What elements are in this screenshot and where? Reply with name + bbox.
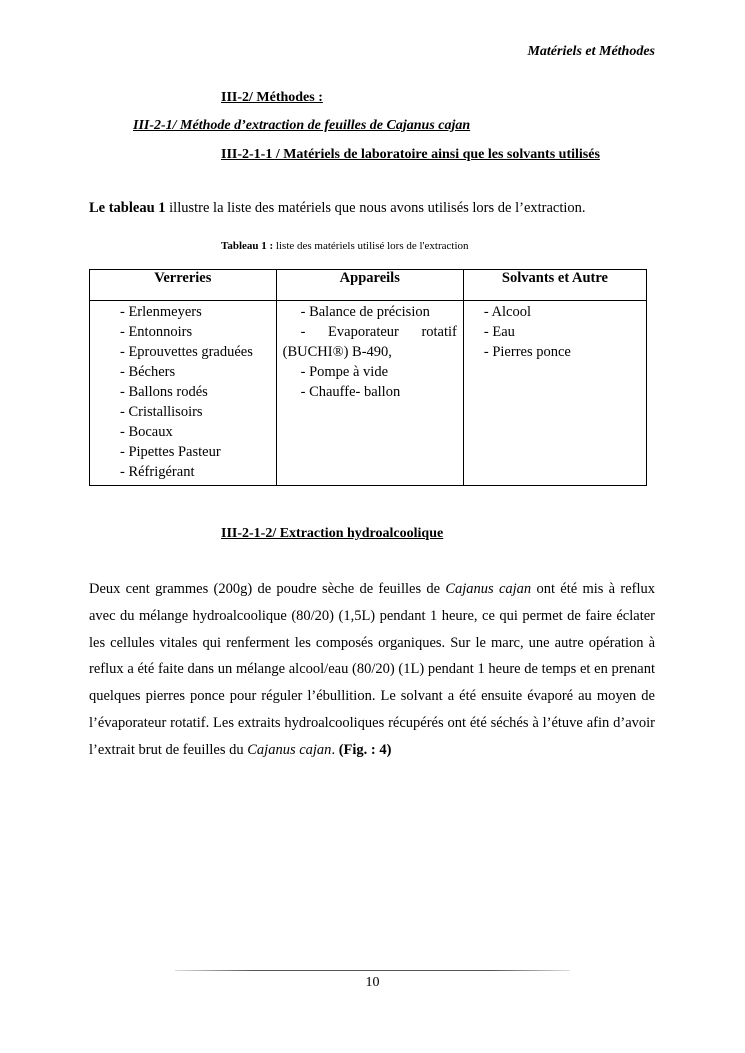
list-item-continuation: (BUCHI®) B-490, <box>282 344 392 360</box>
table-caption <box>221 240 469 252</box>
caption-text: liste des matériels utilisé lors de l'extraction <box>273 240 469 252</box>
list-item: - Eau <box>483 324 515 340</box>
list-item-evaporateur <box>283 322 457 342</box>
header-appareils: Appareils <box>276 270 463 301</box>
list-item: - Béchers <box>120 364 176 380</box>
species-name: Cajanus cajan <box>247 741 332 758</box>
intro-rest: illustre la liste des matériels que nous avons utilisés lors de l’extraction. <box>165 200 586 216</box>
intro-bold: Le tableau 1 <box>89 200 166 216</box>
subsubsection-heading: III-2-1-1 / Matériels de laboratoire ainsi que les solvants utilisés <box>221 147 600 162</box>
list-item: - Pierres ponce <box>483 344 571 360</box>
caption-label: Tableau 1 : <box>221 240 274 252</box>
list-item: - Balance de précision <box>300 304 430 320</box>
evap-rotatif: rotatif <box>421 324 457 340</box>
list-item: - Chauffe- ballon <box>300 384 401 400</box>
header-verreries: Verreries <box>90 270 277 301</box>
table-body-row <box>90 301 647 486</box>
list-item: - Eprouvettes graduées <box>120 344 253 360</box>
header-solvants: Solvants et Autre <box>463 270 646 301</box>
para-text-2: ont été mis à reflux avec du mélange hydroalcoolique (80/20) (1,5L) pendant 1 heure, ce qui permet de faire éclater les cellules vitales qui renferment les composés organiques. Sur le marc, une autre opération à reflux a été faite dans un mélange alcool/eau (80/20) (1L) pendant 1 heure de temps et en prenant quelques pierres ponce pour réguler l’ébullition. Le solvant a été ensuite évaporé au moyen de l’évaporateur rotatif. Les extraits hydroalcooliques récupérés ont été séchés à l’étuve afin d’avoir l’extrait brut de feuilles du <box>89 581 656 758</box>
list-item: - Ballons rodés <box>120 384 208 400</box>
species-name: Cajanus cajan <box>445 581 532 597</box>
cell-solvants <box>463 301 646 486</box>
evap-word: Evaporateur <box>328 324 399 340</box>
page-number: 10 <box>365 975 380 990</box>
list-item: - Cristallisoirs <box>120 404 203 420</box>
intro-sentence <box>89 200 586 217</box>
figure-reference: (Fig. : 4) <box>338 741 392 758</box>
section-heading: III-2/ Méthodes : <box>221 90 323 105</box>
materials-table <box>89 269 647 486</box>
para-text-1: Deux cent grammes (200g) de poudre sèche de feuilles de <box>89 581 446 597</box>
table-header-row <box>90 270 647 301</box>
cell-appareils <box>276 301 463 486</box>
extraction-heading: III-2-1-2/ Extraction hydroalcoolique <box>221 526 444 541</box>
running-header: Matériels et Méthodes <box>527 44 655 59</box>
list-item: - Alcool <box>483 304 532 320</box>
list-item: - Réfrigérant <box>120 464 195 480</box>
para-text-3: . <box>331 741 339 758</box>
list-item: - Bocaux <box>120 424 173 440</box>
extraction-paragraph <box>89 576 655 764</box>
evap-dash: - <box>300 324 306 340</box>
list-item: - Erlenmeyers <box>120 304 202 320</box>
cell-verreries <box>90 301 277 486</box>
list-item: - Entonnoirs <box>120 324 193 340</box>
list-item: - Pompe à vide <box>300 364 389 380</box>
list-item: - Pipettes Pasteur <box>120 444 221 460</box>
subsection-heading: III-2-1/ Méthode d’extraction de feuilles de Cajanus cajan <box>133 118 471 133</box>
footer-divider <box>175 970 570 971</box>
